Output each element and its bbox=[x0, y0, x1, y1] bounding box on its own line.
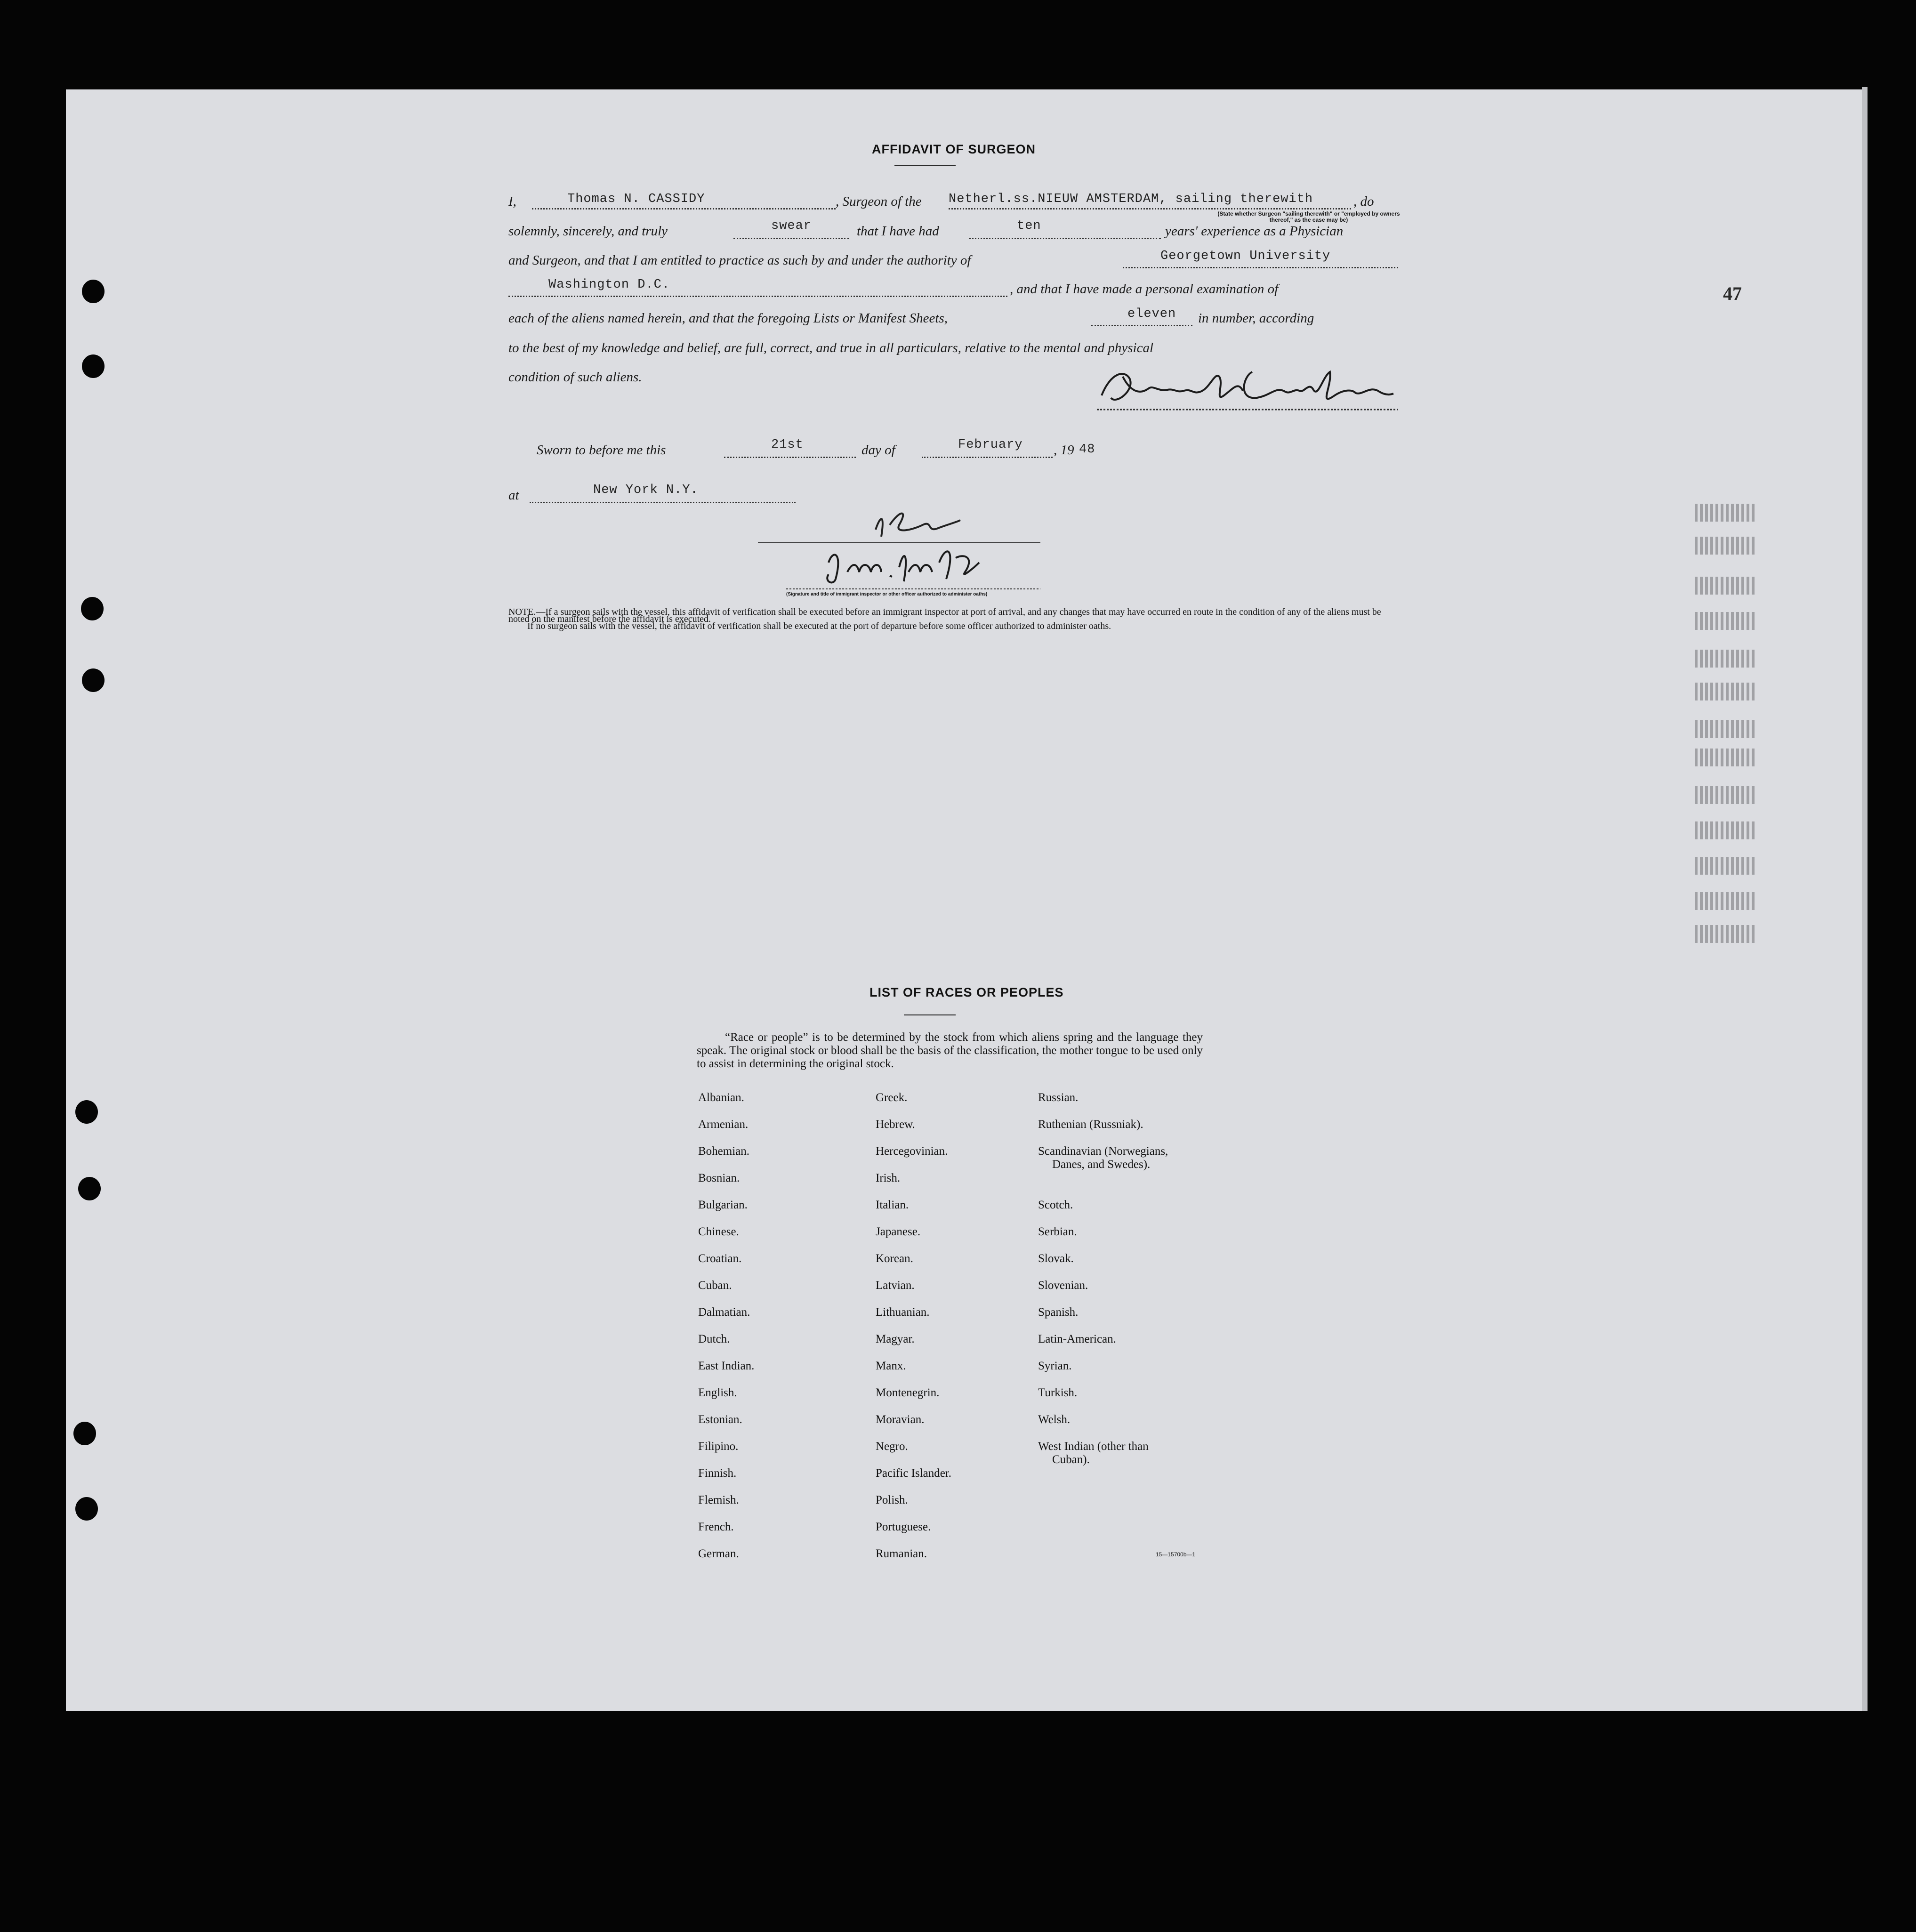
text: Sworn to before me this bbox=[537, 443, 666, 458]
race-item: Bohemian. bbox=[698, 1145, 750, 1158]
race-item: Scandinavian (Norwegians, bbox=[1038, 1145, 1168, 1158]
authority-location: Washington D.C. bbox=[548, 278, 670, 292]
blank bbox=[532, 208, 836, 209]
race-item: Dalmatian. bbox=[698, 1306, 750, 1319]
stamp-mark bbox=[1695, 577, 1756, 595]
title-underline bbox=[894, 165, 956, 166]
race-item: Manx. bbox=[876, 1360, 906, 1372]
stamp-mark bbox=[1695, 892, 1756, 910]
stamp-mark bbox=[1695, 925, 1756, 943]
text: to the best of my knowledge and belief, are full, correct, and true in all particulars, relative to the mental and physical bbox=[508, 340, 1154, 355]
stamp-mark bbox=[1695, 537, 1756, 555]
race-item: Latin-American. bbox=[1038, 1333, 1116, 1345]
race-item: Bulgarian. bbox=[698, 1199, 748, 1211]
binder-hole bbox=[78, 1177, 101, 1200]
race-item: Greek. bbox=[876, 1091, 908, 1104]
sworn-day: 21st bbox=[771, 438, 804, 452]
race-item: Armenian. bbox=[698, 1118, 749, 1131]
text: , do bbox=[1353, 194, 1374, 209]
race-item: Welsh. bbox=[1038, 1413, 1071, 1426]
form-number: 15—15700b—1 bbox=[1156, 1551, 1196, 1558]
race-item: Finnish. bbox=[698, 1467, 737, 1480]
blank bbox=[508, 296, 1007, 297]
race-item: Slovak. bbox=[1038, 1252, 1074, 1265]
sworn-month: February bbox=[958, 438, 1023, 452]
authority: Georgetown University bbox=[1160, 249, 1331, 263]
stamp-mark bbox=[1695, 650, 1756, 668]
race-item: Montenegrin. bbox=[876, 1386, 940, 1399]
race-item: Danes, and Swedes). bbox=[1052, 1158, 1151, 1171]
stamp-mark bbox=[1695, 786, 1756, 804]
race-item: Dutch. bbox=[698, 1333, 730, 1345]
text: in number, according bbox=[1198, 311, 1314, 326]
race-item: English. bbox=[698, 1386, 737, 1399]
blank bbox=[724, 457, 856, 458]
text: that I have had bbox=[857, 224, 939, 239]
blank bbox=[922, 457, 1053, 458]
race-item: Magyar. bbox=[876, 1333, 915, 1345]
sworn-place: New York N.Y. bbox=[593, 483, 699, 497]
officer-caption: (Signature and title of immigrant inspector or other officer authorized to administer oaths) bbox=[786, 592, 988, 597]
race-item: Korean. bbox=[876, 1252, 913, 1265]
binder-hole bbox=[75, 1100, 98, 1124]
race-item: Negro. bbox=[876, 1440, 908, 1453]
race-item: Turkish. bbox=[1038, 1386, 1078, 1399]
text: each of the aliens named herein, and that the foregoing Lists or Manifest Sheets, bbox=[508, 311, 948, 326]
text: and Surgeon, and that I am entitled to practice as such by and under the authority of bbox=[508, 253, 971, 268]
sheet-count: eleven bbox=[1127, 307, 1176, 321]
race-item: Hebrew. bbox=[876, 1118, 915, 1131]
races-title: LIST OF RACES OR PEOPLES bbox=[869, 985, 1064, 999]
text: years' experience as a Physician bbox=[1165, 224, 1344, 239]
blank bbox=[969, 238, 1161, 239]
stamp-mark bbox=[1695, 821, 1756, 839]
stamp-mark bbox=[1695, 612, 1756, 630]
years-experience: ten bbox=[1017, 219, 1041, 233]
race-item: Spanish. bbox=[1038, 1306, 1079, 1319]
surgeon-signature bbox=[1097, 362, 1403, 414]
race-item: Italian. bbox=[876, 1199, 909, 1211]
blank bbox=[530, 502, 796, 503]
race-item: Slovenian. bbox=[1038, 1279, 1088, 1292]
race-item: East Indian. bbox=[698, 1360, 755, 1372]
text: , Surgeon of the bbox=[836, 194, 922, 209]
race-item: Latvian. bbox=[876, 1279, 915, 1292]
race-item: Japanese. bbox=[876, 1225, 921, 1238]
stamp-mark bbox=[1695, 720, 1756, 738]
vessel-name: Netherl.ss.NIEUW AMSTERDAM, sailing therewith bbox=[949, 192, 1313, 206]
blank bbox=[1123, 267, 1398, 268]
race-item: Filipino. bbox=[698, 1440, 739, 1453]
race-item: Pacific Islander. bbox=[876, 1467, 952, 1480]
race-item: Cuban). bbox=[1052, 1453, 1090, 1466]
race-item: Croatian. bbox=[698, 1252, 742, 1265]
oath-word: swear bbox=[771, 219, 812, 233]
races-intro: “Race or people” is to be determined by the stock from which aliens spring and the language they speak. The original stock or blood shall be the basis of the classification, the mother tongue to be used only to assist in determining the original stock. bbox=[697, 1031, 1203, 1070]
text: solemnly, sincerely, and truly bbox=[508, 224, 668, 239]
stamp-mark bbox=[1695, 857, 1756, 875]
race-item: Polish. bbox=[876, 1494, 908, 1506]
race-item: German. bbox=[698, 1547, 739, 1560]
blank bbox=[1091, 325, 1192, 326]
race-item: Russian. bbox=[1038, 1091, 1079, 1104]
text: I, bbox=[508, 194, 516, 209]
race-item: Moravian. bbox=[876, 1413, 925, 1426]
binder-hole bbox=[81, 597, 104, 620]
title-underline bbox=[904, 1014, 956, 1015]
binder-hole bbox=[73, 1422, 96, 1445]
text: , 19 bbox=[1054, 443, 1074, 458]
race-item: Scotch. bbox=[1038, 1199, 1073, 1211]
race-item: Chinese. bbox=[698, 1225, 739, 1238]
race-item: Irish. bbox=[876, 1172, 901, 1184]
blank bbox=[949, 208, 1351, 209]
note-paragraph-2: If no surgeon sails with the vessel, the affidavit of verification shall be executed at the port of departure before some officer authorized to administer oaths. bbox=[527, 621, 1111, 631]
document-page bbox=[66, 89, 1862, 1711]
race-item: Serbian. bbox=[1038, 1225, 1077, 1238]
race-item: Portuguese. bbox=[876, 1521, 931, 1533]
race-item: Hercegovinian. bbox=[876, 1145, 948, 1158]
text: , and that I have made a personal examination of bbox=[1010, 282, 1279, 297]
surgeon-name: Thomas N. CASSIDY bbox=[567, 192, 705, 206]
race-item: Ruthenian (Russniak). bbox=[1038, 1118, 1143, 1131]
page-number: 47 bbox=[1723, 283, 1742, 304]
page-edge bbox=[1862, 87, 1868, 1711]
sworn-year: 48 bbox=[1079, 443, 1095, 457]
text: day of bbox=[861, 443, 895, 458]
race-item: Cuban. bbox=[698, 1279, 732, 1292]
race-item: Syrian. bbox=[1038, 1360, 1072, 1372]
race-item: French. bbox=[698, 1521, 734, 1533]
affidavit-note bbox=[508, 609, 1398, 630]
race-item: Flemish. bbox=[698, 1494, 739, 1506]
race-item: Bosnian. bbox=[698, 1172, 740, 1184]
binder-hole bbox=[82, 668, 105, 692]
stamp-mark bbox=[1695, 683, 1756, 700]
blank bbox=[733, 238, 849, 239]
officer-signature bbox=[758, 497, 1050, 598]
affidavit-title: AFFIDAVIT OF SURGEON bbox=[872, 142, 1036, 156]
stamp-mark bbox=[1695, 749, 1756, 766]
binder-hole bbox=[75, 1497, 98, 1521]
note-paragraph-1: NOTE.—If a surgeon sails with the vessel, this affidavit of verification shall be executed before an immigrant inspector at port of arrival, and any changes that may have occurred en route in the condition of any of the aliens must be noted on the manifest before the affidavit is executed. bbox=[508, 607, 1381, 624]
vessel-note: (State whether Surgeon "sailing therewith" or "employed by owners thereof," as the case may be) bbox=[1217, 210, 1400, 223]
race-item: Lithuanian. bbox=[876, 1306, 930, 1319]
text: condition of such aliens. bbox=[508, 370, 642, 385]
race-item: Rumanian. bbox=[876, 1547, 927, 1560]
race-item: Estonian. bbox=[698, 1413, 742, 1426]
binder-hole bbox=[82, 354, 105, 378]
race-item: Albanian. bbox=[698, 1091, 744, 1104]
stamp-mark bbox=[1695, 504, 1756, 522]
race-item: West Indian (other than bbox=[1038, 1440, 1149, 1453]
binder-hole bbox=[82, 280, 105, 303]
text: at bbox=[508, 488, 519, 503]
